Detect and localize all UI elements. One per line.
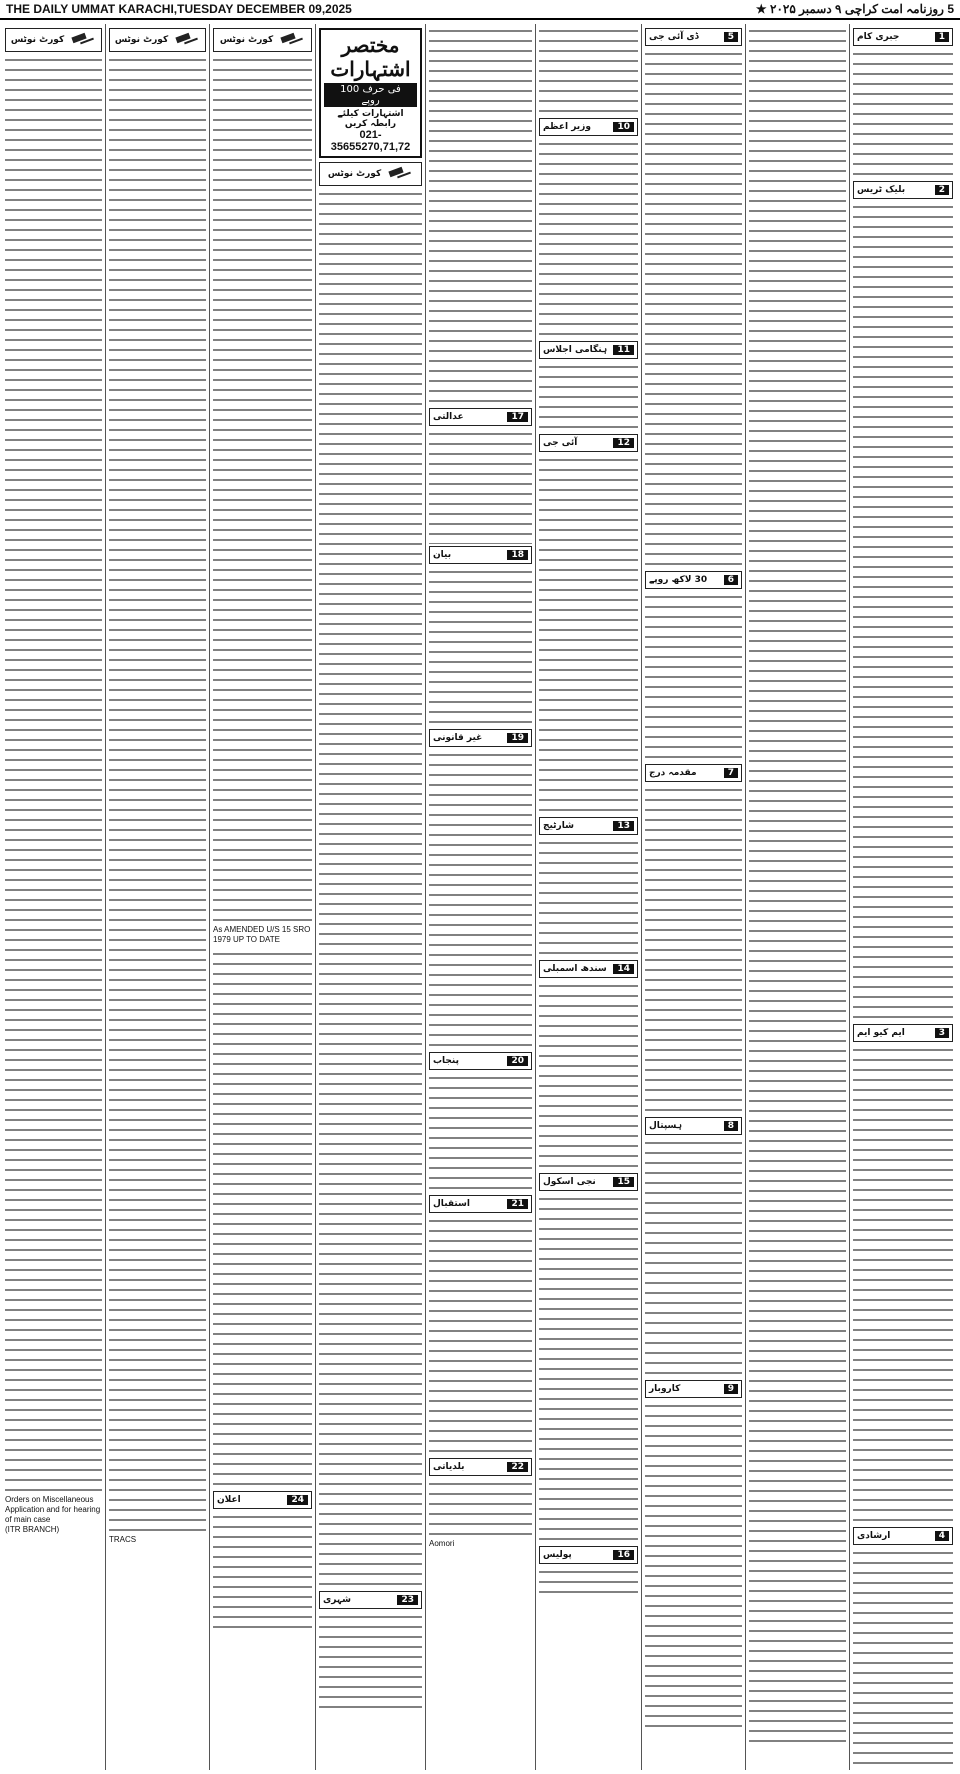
section-head-7: 7 مقدمہ درج [645,764,742,782]
section-head-15: 15 نجی اسکول [539,1173,638,1191]
section-text-10 [539,139,638,339]
section-text-1 [853,49,953,179]
classified-column [316,24,426,1770]
section-text-3 [853,1045,953,1525]
section-head-20: 20 پنجاب [429,1052,532,1070]
court-snippet-1: Orders on Miscellaneous Application and for hearing of main case [5,1495,101,1524]
right-wide-column [746,24,850,1770]
section-head-21: 21 استقبال [429,1195,532,1213]
section-text-8 [645,1138,742,1378]
classified-text [319,189,422,1589]
court-column-1 [2,24,106,1770]
section-head-14: 14 سندھ اسمبلی [539,960,638,978]
section-text-2 [853,202,953,1022]
section-head-13: 13 شارٹیج [539,817,638,835]
section-text-6 [645,592,742,762]
right-wide-text [749,26,846,1746]
section-text-18 [429,567,532,727]
section-head-3: 3 ایم کیو ایم [853,1024,953,1042]
section-head-5: 5 ڈی آئی جی [645,28,742,46]
court-notice-header: کورٹ نوٹس [5,28,102,52]
court-snippet-4: TRACS [109,1535,137,1544]
section-text-21 [429,1216,532,1456]
court-notice-header: کورٹ نوٹس [109,28,206,52]
classified-contact: اشتہارات کیلئے رابطہ کریں [337,109,404,129]
rightmost-column [850,24,956,1770]
section-text-11 [539,362,638,432]
section-head-1: 1 جبری کام [853,28,953,46]
section-text-9 [645,1401,742,1731]
masthead [0,0,960,18]
section-head-9: 9 کاروبار [645,1380,742,1398]
mid-news-column [536,24,642,1770]
section-head-23: 23 شہری [319,1591,422,1609]
center-lead-text [429,26,532,406]
court-snippet-3: (ITR BRANCH) [5,1525,60,1534]
section-text-7 [645,785,742,1115]
english-title: THE DAILY UMMAT KARACHI,TUESDAY DECEMBER 09,2025 [6,2,352,16]
court-notice-text [5,55,102,1495]
section-head-12: 12 آئی جی [539,434,638,452]
section-text-17 [429,429,532,544]
section-text-19 [429,750,532,1050]
section-text-23 [319,1612,422,1712]
section-head-16: 16 پولیس [539,1546,638,1564]
section-head-18: 18 بیان [429,546,532,564]
section-text-16 [539,1567,638,1597]
section-head-4: 4 ارشادی [853,1527,953,1545]
section-head-8: 8 ہسپتال [645,1117,742,1135]
section-text-4 [853,1548,953,1768]
section-text-14 [539,981,638,1171]
center-news-column [426,24,536,1770]
section-head-2: 2 بلیک ٹریس [853,181,953,199]
section-text-20 [429,1073,532,1193]
mid-right-column [642,24,746,1770]
section-text-24 [213,1512,312,1632]
section-head-11: 11 ہنگامی اجلاس [539,341,638,359]
court-notice-header: کورٹ نوٹس [319,162,422,186]
section-text-15 [539,1194,638,1544]
section-head-10: 10 وزیر اعظم [539,118,638,136]
gavel-icon [70,33,96,47]
court-notice-text [213,55,312,925]
classified-phone: 021-35655270,71,72 [330,129,411,153]
center-snippet: Aomori [429,1539,455,1548]
section-head-19: 19 غیر قانونی [429,729,532,747]
court-notice-text [109,55,206,1535]
star-icon: ★ [755,2,767,16]
section-head-24: 24 اعلان [213,1491,312,1509]
header-rule [0,18,960,20]
section-head-6: 6 30 لاکھ روپے [645,571,742,589]
section-head-22: 22 بلدیاتی [429,1458,532,1476]
court-snippet-2: As AMENDED U/S 15 SRO 1979 UP TO DATE [213,925,311,944]
court-notice-text [213,949,312,1489]
classified-ad-box [319,28,422,158]
court-notice-header: کورٹ نوٹس [213,28,312,52]
gavel-icon [387,167,413,181]
section-text-13 [539,838,638,958]
section-head-17: 17 عدالتی [429,408,532,426]
court-column-2 [106,24,210,1770]
classified-title: مختصر اشتہارات [330,33,411,81]
court-column-3 [210,24,316,1770]
gavel-icon [279,33,305,47]
classified-rate: فی حرف 100 روپے [324,83,417,107]
section-text-5 [645,49,742,569]
page-number: 5 [947,2,954,16]
urdu-title: 5 روزنامہ امت کراچی ۹ دسمبر ۲۰۲۵ ★ [755,2,954,16]
columns-area [2,24,958,1770]
section-text-22 [429,1479,532,1539]
mid-lead-text [539,26,638,116]
gavel-icon [174,33,200,47]
section-text-12 [539,455,638,815]
